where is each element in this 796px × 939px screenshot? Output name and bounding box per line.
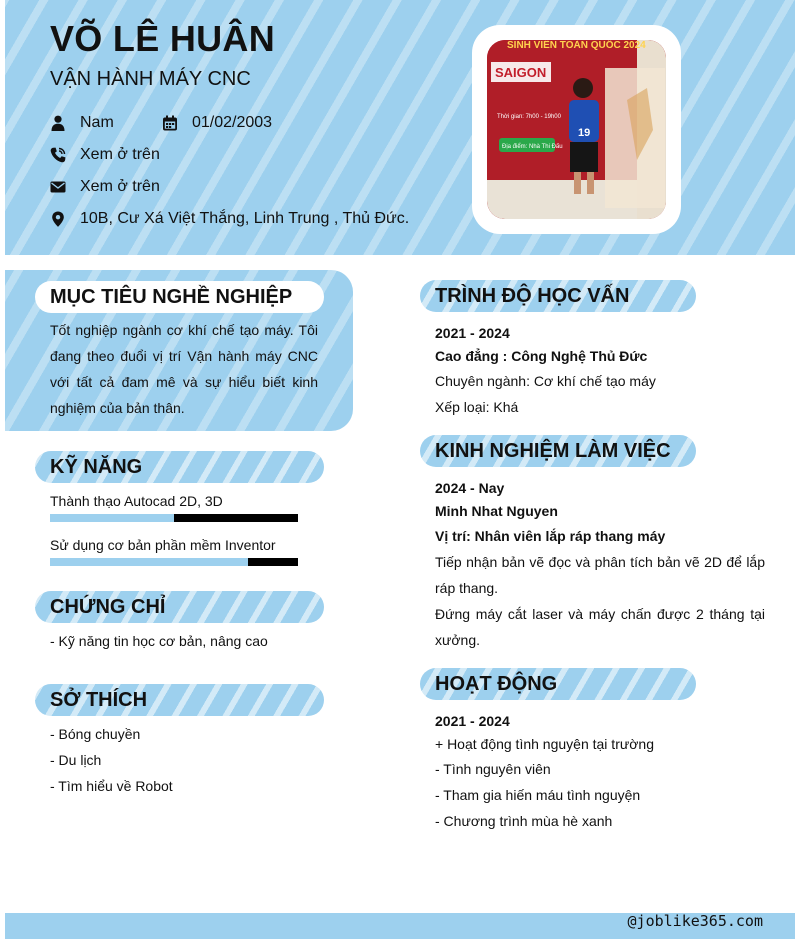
skill-label: Thành thạo Autocad 2D, 3D <box>50 493 223 509</box>
activity-item: + Hoạt động tình nguyện tại trường <box>435 736 654 752</box>
photo-place-text: Địa điểm: Nhà Thi Đấu <box>502 144 563 150</box>
education-period: 2021 - 2024 <box>435 325 510 341</box>
profile-photo <box>487 40 666 219</box>
address-row <box>50 210 409 228</box>
calendar-icon <box>162 115 178 131</box>
hobbies-title: SỞ THÍCH <box>35 684 324 716</box>
certificates-title: CHỨNG CHỈ <box>35 591 324 623</box>
skill-bar-fill <box>50 558 248 566</box>
phone-text: Xem ở trên <box>80 146 160 163</box>
experience-duty: Đứng máy cắt laser và máy chấn được 2 tháng tại xưởng. <box>435 606 765 648</box>
skill-label: Sử dụng cơ bản phần mềm Inventor <box>50 537 276 553</box>
skills-title: KỸ NĂNG <box>35 451 324 483</box>
birthdate-text: 01/02/2003 <box>192 114 273 131</box>
hobby-item: - Tìm hiểu về Robot <box>50 778 173 794</box>
phone-row <box>50 146 160 164</box>
candidate-role: VẬN HÀNH MÁY CNC <box>50 68 251 90</box>
activity-item: - Tham gia hiến máu tình nguyện <box>435 787 641 803</box>
activities-period: 2021 - 2024 <box>435 713 510 729</box>
footer-bar <box>5 913 795 939</box>
hobby-item: - Bóng chuyền <box>50 726 141 742</box>
activity-item: - Tình nguyên viên <box>435 761 551 777</box>
footer-watermark: @joblike365.com <box>627 912 763 930</box>
photo-brand-text: SAIGON <box>495 65 547 80</box>
skill-bar <box>50 514 298 522</box>
gender-text: Nam <box>80 114 114 131</box>
skill-bar-fill <box>50 514 174 522</box>
gender-row <box>50 114 114 132</box>
experience-position: Vị trí: Nhân viên lắp ráp thang máy <box>435 528 666 544</box>
skill-bar <box>50 558 298 566</box>
education-grade: Xếp loại: Khá <box>435 399 519 415</box>
education-major: Chuyên ngành: Cơ khí chế tạo máy <box>435 373 656 389</box>
email-text: Xem ở trên <box>80 178 160 195</box>
location-pin-icon <box>50 211 66 227</box>
experience-period: 2024 - Nay <box>435 480 505 496</box>
phone-icon <box>50 147 66 163</box>
education-title: TRÌNH ĐỘ HỌC VẤN <box>420 280 696 312</box>
activities-title: HOẠT ĐỘNG <box>420 668 696 700</box>
experience-company: Minh Nhat Nguyen <box>435 503 558 519</box>
objective-text: Tốt nghiệp ngành cơ khí chế tạo máy. Tôi đang theo đuổi vị trí Vận hành máy CNC với tất cả đam mê và sự hiểu biết kinh nghiệm của bản thân. <box>50 322 318 416</box>
certificate-item: - Kỹ năng tin học cơ bản, nâng cao <box>50 633 268 649</box>
photo-time-text: Thời gian: 7h00 - 19h00 <box>497 114 561 120</box>
experience-duty: Tiếp nhận bản vẽ đọc và phân tích bản vẽ 2D để lắp ráp thang. <box>435 554 765 596</box>
photo-jersey-number: 19 <box>578 127 591 139</box>
candidate-name: VÕ LÊ HUÂN <box>50 18 276 59</box>
education-school: Cao đẳng : Công Nghệ Thủ Đức <box>435 348 648 364</box>
photo-banner-text: SINH VIÊN TOÀN QUỐC 2024 <box>507 40 646 51</box>
email-row <box>50 178 160 196</box>
experience-title: KINH NGHIỆM LÀM VIỆC <box>420 435 696 467</box>
envelope-icon <box>50 179 66 195</box>
person-icon <box>50 115 66 131</box>
profile-photo-frame <box>472 25 681 234</box>
hobby-item: - Du lịch <box>50 752 102 768</box>
activity-item: - Chương trình mùa hè xanh <box>435 813 613 829</box>
address-text: 10B, Cư Xá Việt Thắng, Linh Trung , Thủ Đức. <box>80 210 410 227</box>
objective-title: MỤC TIÊU NGHỀ NGHIỆP <box>35 281 324 313</box>
header-banner <box>5 0 795 255</box>
birthdate-row <box>162 114 272 132</box>
